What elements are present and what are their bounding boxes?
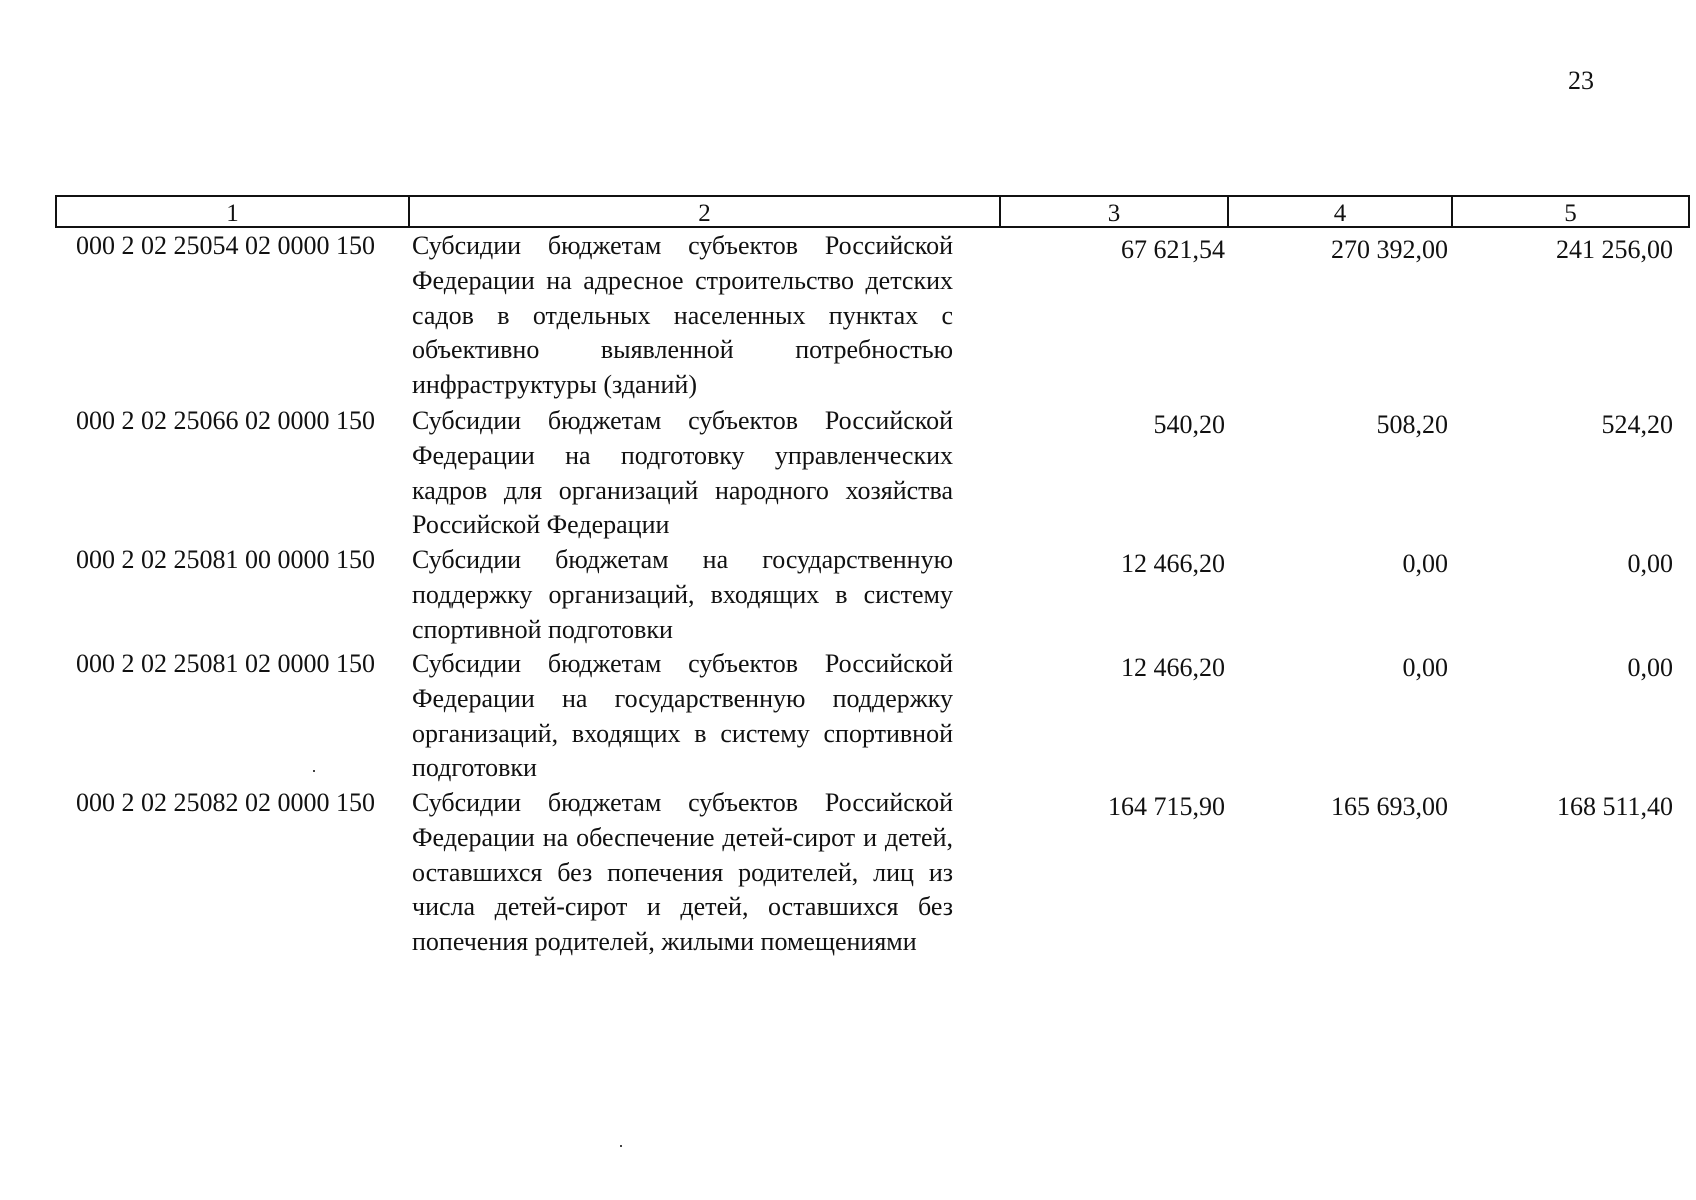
row-description: Субсидии бюджетам субъектов Российской Федерации на подготовку управленческих кадров для организаций народного хозяйства Российской Федерации	[412, 406, 953, 540]
value-col3: 540,20	[1153, 410, 1225, 439]
scan-speck	[620, 1145, 622, 1147]
header-cell-3: 3	[999, 195, 1229, 228]
value-col4: 0,00	[1402, 549, 1448, 578]
value-col3: 12 466,20	[1121, 549, 1225, 578]
row-description: Субсидии бюджетам субъектов Российской Федерации на адресное строительство детских садов в отдельных населенных пунктах с объективно выявленной потребностью инфраструктуры (зданий)	[412, 231, 953, 400]
row-description: Субсидии бюджетам субъектов Российской Федерации на государственную поддержку организаций, входящих в систему спортивной подготовки	[412, 649, 953, 783]
header-cell-2: 2	[408, 195, 1001, 228]
page-number: 23	[1568, 66, 1594, 95]
budget-code: 000 2 02 25081 02 0000 150	[76, 649, 375, 678]
budget-code: 000 2 02 25082 02 0000 150	[76, 788, 375, 817]
value-col3: 12 466,20	[1121, 653, 1225, 682]
value-col5: 241 256,00	[1556, 235, 1673, 264]
value-col4: 0,00	[1402, 653, 1448, 682]
budget-code: 000 2 02 25066 02 0000 150	[76, 406, 375, 435]
value-col5: 168 511,40	[1556, 792, 1673, 821]
value-col5: 0,00	[1627, 653, 1673, 682]
row-description: Субсидии бюджетам субъектов Российской Федерации на обеспечение детей-сирот и детей, оставшихся без попечения родителей, лиц из числа детей-сирот и детей, оставшихся без попечения родителей, жилыми помещениями	[412, 788, 953, 957]
header-cell-1: 1	[55, 195, 410, 228]
row-description: Субсидии бюджетам на государственную поддержку организаций, входящих в систему спортивной подготовки	[412, 545, 953, 644]
header-cell-5: 5	[1451, 195, 1690, 228]
header-cell-4: 4	[1227, 195, 1453, 228]
value-col5: 524,20	[1601, 410, 1673, 439]
value-col4: 270 392,00	[1331, 235, 1448, 264]
value-col5: 0,00	[1627, 549, 1673, 578]
value-col3: 67 621,54	[1121, 235, 1225, 264]
value-col3: 164 715,90	[1108, 792, 1225, 821]
value-col4: 508,20	[1376, 410, 1448, 439]
value-col4: 165 693,00	[1331, 792, 1448, 821]
budget-code: 000 2 02 25081 00 0000 150	[76, 545, 375, 574]
scan-speck	[313, 770, 315, 772]
table-header	[55, 195, 1640, 228]
budget-code: 000 2 02 25054 02 0000 150	[76, 231, 375, 260]
